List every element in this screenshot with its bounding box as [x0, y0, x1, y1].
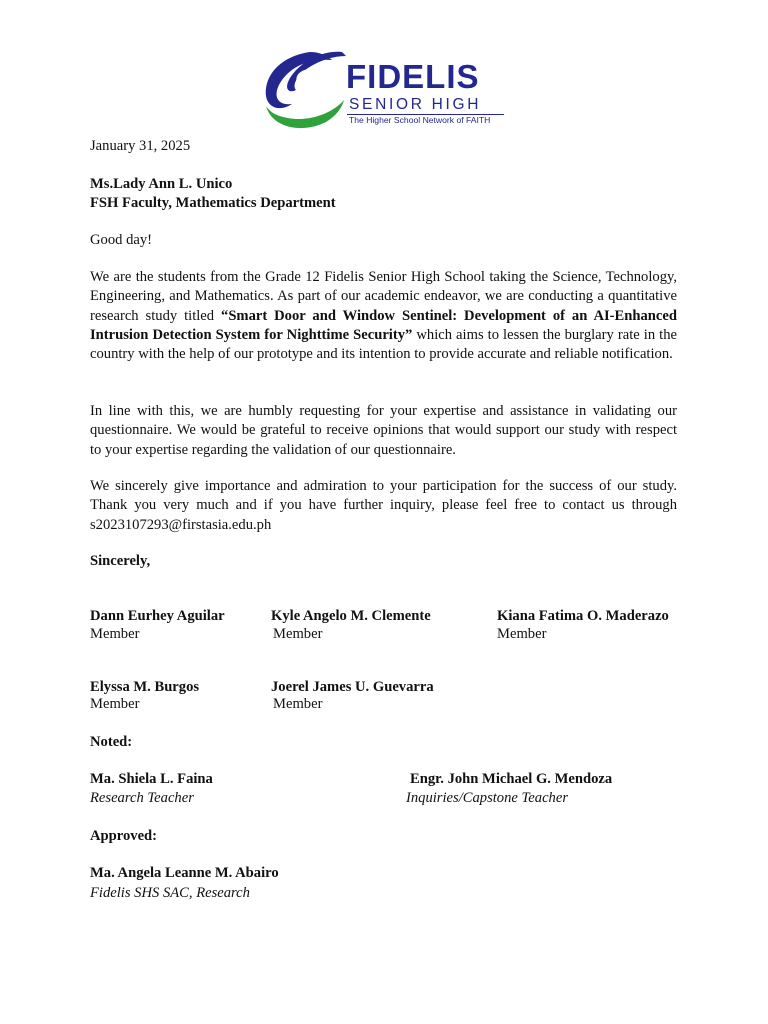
approver-title: Fidelis SHS SAC, Research: [90, 885, 250, 901]
study-title: “Smart Door and Window Sentinel: Development of an AI-Enhanced Intrusion Detection System for Nighttime Security”: [90, 307, 677, 343]
paragraph-intro: [90, 268, 677, 364]
member-role: Member: [90, 626, 140, 642]
noted-signatory-title: Inquiries/Capstone Teacher: [406, 790, 569, 806]
swoosh-emblem-icon: [262, 48, 352, 134]
recipient-name: Ms.Lady Ann L. Unico: [90, 176, 233, 192]
closing: Sincerely,: [90, 553, 151, 569]
member-name: Elyssa M. Burgos: [90, 679, 200, 695]
recipient-title: FSH Faculty, Mathematics Department: [90, 195, 336, 211]
noted-label: Noted:: [90, 734, 133, 750]
approver-name: Ma. Angela Leanne M. Abairo: [90, 865, 279, 881]
noted-signatory-name: Engr. John Michael G. Mendoza: [410, 771, 613, 787]
logo-subtitle: SENIOR HIGH: [349, 96, 482, 113]
member-name: Joerel James U. Guevarra: [271, 679, 434, 695]
letter-date: January 31, 2025: [90, 138, 191, 154]
member-name: Dann Eurhey Aguilar: [90, 608, 225, 624]
approved-label: Approved:: [90, 828, 158, 844]
member-role: Member: [273, 626, 323, 642]
logo-name: FIDELIS: [346, 58, 480, 95]
member-name: Kiana Fatima O. Maderazo: [497, 608, 669, 624]
paragraph-intro-continuation: which aims to lessen the burglary rate in the country with the help of our prototype and its intention to provide accurate and reliable notification.: [90, 326, 677, 363]
greeting: Good day!: [90, 232, 153, 248]
noted-signatory-title: Research Teacher: [90, 790, 194, 806]
paragraph-request: In line with this, we are humbly requesting for your expertise and assistance in validating our questionnaire. We would be grateful to receive opinions that would support our study with respect to your expertise regarding the validation of our questionnaire.: [90, 403, 677, 458]
member-role: Member: [90, 696, 140, 712]
noted-signatory-name: Ma. Shiela L. Faina: [90, 771, 213, 787]
paragraph-intro-text: We are the students from the Grade 12 Fidelis Senior High School taking the Science, Technology, Engineering, and Mathematics. As part of our academic endeavor, we are conducting a quantitative research study titled: [90, 269, 677, 324]
member-role: Member: [273, 696, 323, 712]
paragraph-thanks: We sincerely give importance and admiration to your participation for the success of our study. Thank you very much and if you have further inquiry, please feel free to contact us through s2023107293@firstasia.edu.ph: [90, 478, 677, 533]
member-name: Kyle Angelo M. Clemente: [271, 608, 431, 624]
member-role: Member: [497, 626, 547, 642]
logo-tagline: The Higher School Network of FAITH: [349, 115, 491, 125]
